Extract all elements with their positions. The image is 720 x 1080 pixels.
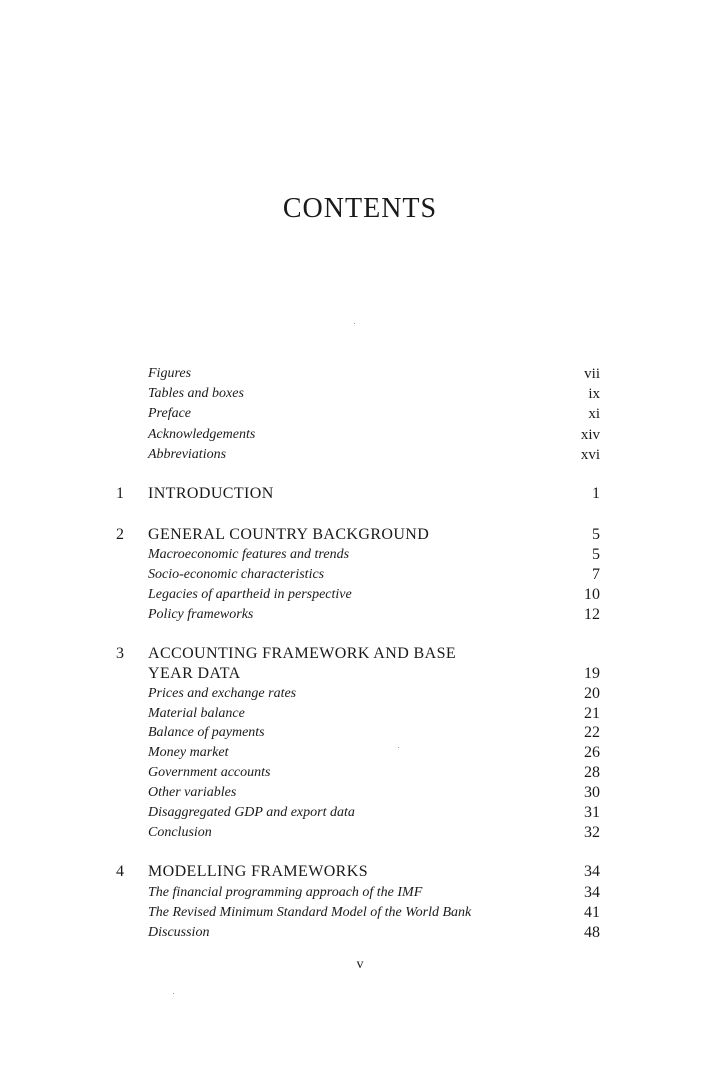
toc-entry-page: xiv — [580, 427, 600, 443]
section-label: Other variables — [148, 785, 237, 800]
section-label: Discussion — [148, 925, 210, 940]
page-title: CONTENTS — [282, 193, 438, 224]
toc-section — [0, 723, 720, 743]
toc-section — [0, 565, 720, 585]
toc-entry-abbreviations — [0, 445, 720, 465]
toc-section — [0, 823, 720, 843]
toc-entry-page: vii — [584, 366, 600, 382]
chapter-page: 5 — [592, 526, 600, 543]
toc-section — [0, 903, 720, 923]
chapter-number: 2 — [116, 526, 124, 543]
section-label: The financial programming approach of the IMF — [148, 885, 423, 900]
toc-entry-preface — [0, 404, 720, 424]
section-page: 31 — [584, 804, 600, 821]
section-label: Balance of payments — [148, 725, 265, 740]
toc-entry-label: Figures — [148, 366, 192, 381]
toc-chapter-2 — [0, 525, 720, 545]
toc-entry-page: xvi — [580, 447, 600, 463]
scan-speck — [354, 323, 355, 324]
section-label: Macroeconomic features and trends — [148, 547, 350, 562]
section-label: Prices and exchange rates — [148, 686, 297, 701]
section-page: 26 — [584, 744, 600, 761]
toc-entry-label: Abbreviations — [148, 447, 227, 462]
chapter-title-line-2: YEAR DATA — [148, 665, 241, 682]
chapter-page: 34 — [584, 863, 600, 880]
section-label: Conclusion — [148, 825, 212, 840]
section-page: 48 — [584, 924, 600, 941]
section-label: Material balance — [148, 706, 245, 721]
section-page: 41 — [584, 904, 600, 921]
section-label: Socio-economic characteristics — [148, 567, 325, 582]
section-page: 12 — [584, 606, 600, 623]
section-label: Disaggregated GDP and export data — [148, 805, 355, 820]
toc-section — [0, 585, 720, 605]
section-page: 22 — [584, 724, 600, 741]
chapter-title: INTRODUCTION — [148, 485, 274, 502]
toc-chapter-4 — [0, 862, 720, 882]
toc-section — [0, 803, 720, 823]
toc-section — [0, 684, 720, 704]
section-page: 34 — [584, 884, 600, 901]
section-page: 7 — [592, 566, 600, 583]
section-page: 10 — [584, 586, 600, 603]
toc-section — [0, 923, 720, 943]
toc-entry-page: ix — [588, 386, 600, 402]
section-label: Money market — [148, 745, 229, 760]
toc-section — [0, 763, 720, 783]
chapter-title: GENERAL COUNTRY BACKGROUND — [148, 526, 430, 543]
section-label: The Revised Minimum Standard Model of the World Bank — [148, 905, 472, 920]
toc-entry-page: xi — [588, 406, 600, 422]
section-page: 20 — [584, 685, 600, 702]
toc-entry-label: Acknowledgements — [148, 427, 256, 442]
chapter-number: 1 — [116, 485, 124, 502]
section-page: 28 — [584, 764, 600, 781]
section-label: Policy frameworks — [148, 607, 254, 622]
toc-section — [0, 545, 720, 565]
section-page: 5 — [592, 546, 600, 563]
toc-chapter-3-cont — [0, 664, 720, 684]
toc-entry-label: Preface — [148, 406, 192, 421]
chapter-title: MODELLING FRAMEWORKS — [148, 863, 368, 880]
toc-entry-acknowledgements — [0, 425, 720, 445]
section-page: 32 — [584, 824, 600, 841]
section-page: 30 — [584, 784, 600, 801]
chapter-page: 1 — [592, 485, 600, 502]
section-label: Legacies of apartheid in perspective — [148, 587, 352, 602]
toc-section — [0, 704, 720, 724]
section-page: 21 — [584, 705, 600, 722]
toc-section — [0, 783, 720, 803]
section-label: Government accounts — [148, 765, 271, 780]
toc-entry-label: Tables and boxes — [148, 386, 244, 401]
toc-section — [0, 883, 720, 903]
chapter-number: 3 — [116, 645, 124, 662]
toc-chapter-1 — [0, 484, 720, 504]
toc-entry-figures — [0, 364, 720, 384]
toc-section — [0, 743, 720, 763]
chapter-page: 19 — [584, 665, 600, 682]
page-folio: v — [356, 957, 364, 972]
scan-speck — [173, 993, 174, 994]
chapter-number: 4 — [116, 863, 124, 880]
scan-speck — [398, 747, 399, 748]
toc-entry-tables-and-boxes — [0, 384, 720, 404]
toc-chapter-3 — [0, 644, 720, 664]
toc-section — [0, 605, 720, 625]
chapter-title-line-1: ACCOUNTING FRAMEWORK AND BASE — [148, 645, 457, 662]
